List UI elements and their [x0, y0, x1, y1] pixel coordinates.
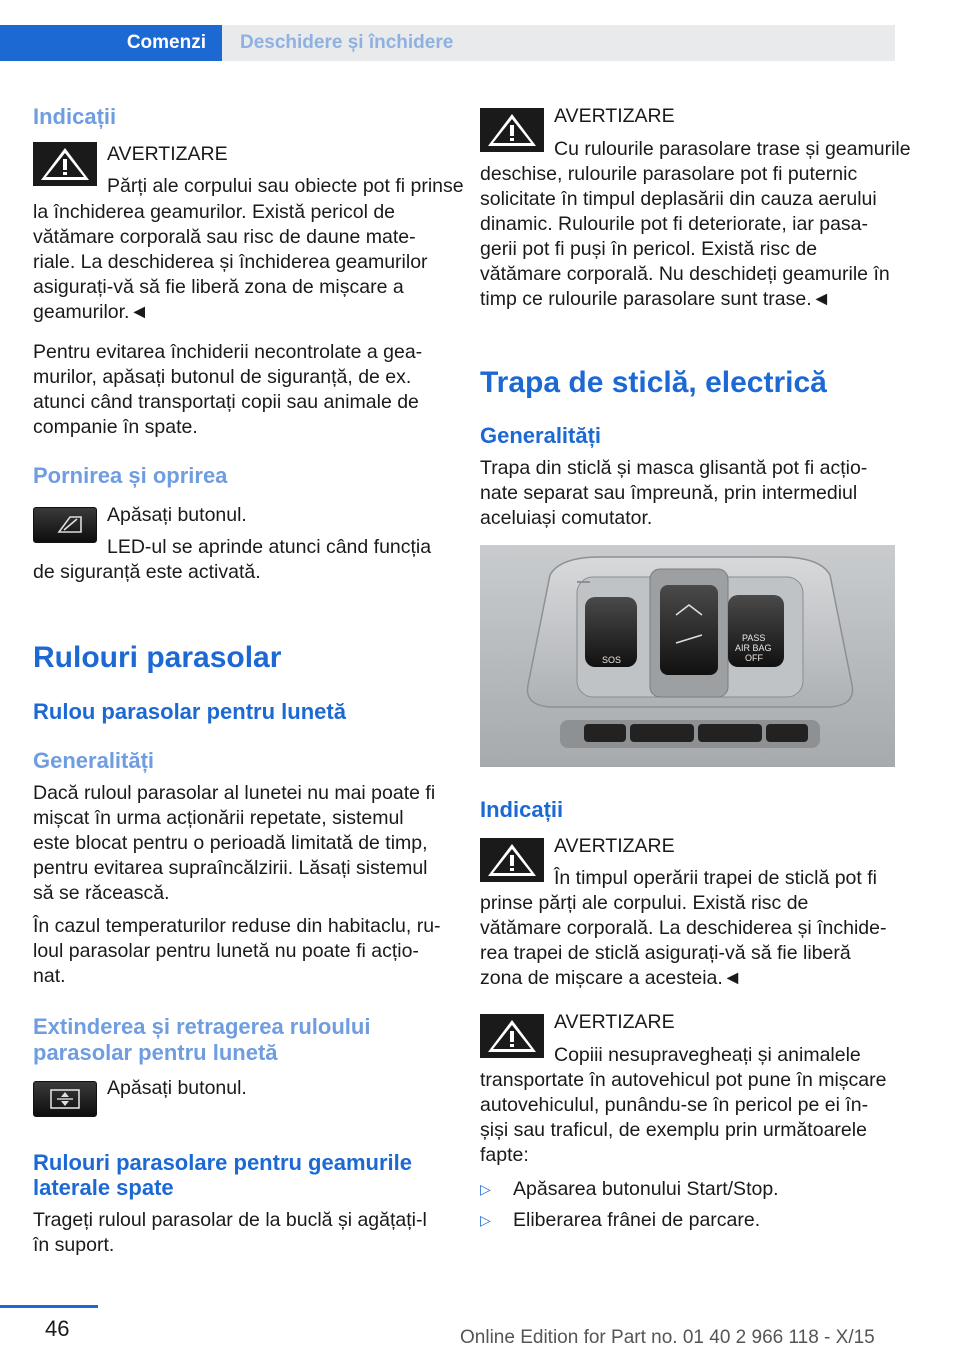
warning-text-line: dinamic. Rulourile pot fi deteriorate, iar pasa- — [480, 213, 869, 235]
window-safety-button-icon — [33, 507, 97, 543]
section-title-extindere: Extinderea și retragerea ruloului — [33, 1014, 371, 1039]
warning-text-line: geamurilor.◄ — [33, 301, 149, 323]
bullet-arrow-icon: ▷ — [480, 1212, 491, 1228]
tab-comenzi[interactable]: Comenzi — [0, 25, 222, 61]
off-label: OFF — [745, 653, 763, 663]
warning-text-line: șiși sau traficul, de exemplu prin următoarele — [480, 1119, 867, 1141]
body-text-line: Apăsați butonul. — [107, 1077, 247, 1099]
body-text-line: atunci când transportați copii sau animale de — [33, 391, 419, 413]
footer-accent-line — [0, 1305, 98, 1308]
body-text-line: aceluiași comutator. — [480, 507, 653, 529]
body-text-line: să se răcească. — [33, 882, 170, 904]
warning-text-line: Copiii nesupravegheați și animalele — [554, 1044, 861, 1066]
section-title-laterale: Rulouri parasolare pentru geamurile — [33, 1150, 412, 1175]
section-title-indicatii: Indicații — [33, 104, 117, 129]
warning-icon — [480, 108, 544, 152]
warning-icon — [480, 838, 544, 882]
sos-label: SOS — [602, 655, 622, 665]
section-title-generalitati: Generalități — [480, 423, 602, 448]
warning-title: AVERTIZARE — [554, 835, 675, 857]
warning-text-line: Părți ale corpului sau obiecte pot fi prinse — [107, 175, 464, 197]
body-text-line: este blocat pentru o perioadă limitată de timp, — [33, 832, 428, 854]
body-text-line: În cazul temperaturilor reduse din habitaclu, ru- — [33, 915, 441, 937]
warning-text-line: riale. La deschiderea și închiderea geamurilor — [33, 251, 428, 273]
warning-text-line: zona de mișcare a acesteia.◄ — [480, 967, 743, 989]
body-text-line: pentru evitarea supraîncălzirii. Lăsați sistemul — [33, 857, 428, 879]
chapter-tabbar — [0, 25, 895, 61]
section-title-luneta: Rulou parasolar pentru lunetă — [33, 699, 346, 724]
page-number: 46 — [45, 1316, 70, 1341]
section-title-indicatii-2: Indicații — [480, 797, 564, 822]
body-text-line: murilor, apăsați butonul de siguranță, de ex. — [33, 366, 412, 388]
warning-text-line: asigurați-vă să fie liberă zona de mișcare a — [33, 276, 404, 298]
section-title-extindere-2: parasolar pentru lunetă — [33, 1040, 278, 1065]
warning-text-line: vătămare corporală. La deschiderea și închide- — [480, 917, 887, 939]
airbag-label: AIR BAG — [735, 643, 772, 653]
warning-text-line: Cu rulourile parasolare trase și geamurile — [554, 138, 911, 160]
section-title-pornire: Pornirea și oprirea — [33, 463, 228, 488]
body-text-line: de siguranță este activată. — [33, 561, 261, 583]
warning-text-line: rea trapei de sticlă asigurați-vă să fie liberă — [480, 942, 851, 964]
edition-footer: Online Edition for Part no. 01 40 2 966 118 - X/15 — [460, 1327, 875, 1348]
warning-icon — [480, 1014, 544, 1058]
body-text-line: nate separat sau împreună, prin intermediul — [480, 482, 858, 504]
rear-sunblind-button-icon — [33, 1081, 97, 1117]
body-text-line: mișcat în urma acționării repetate, sistemul — [33, 807, 404, 829]
warning-text-line: deschise, rulourile parasolare pot fi puternic — [480, 163, 858, 185]
bullet-arrow-icon: ▷ — [480, 1181, 491, 1197]
body-text-line: nat. — [33, 965, 66, 987]
list-item-text: Apăsarea butonului Start/Stop. — [513, 1178, 779, 1200]
body-text-line: companie în spate. — [33, 416, 198, 438]
warning-text-line: vătămare corporală sau risc de daune mate- — [33, 226, 416, 248]
section-title-laterale-2: laterale spate — [33, 1175, 174, 1200]
tab-deschidere-inchidere[interactable]: Deschidere și închidere — [222, 25, 895, 61]
warning-title: AVERTIZARE — [554, 1011, 675, 1033]
body-text-line: Apăsați butonul. — [107, 504, 247, 526]
body-text-line: Trapa din sticlă și masca glisantă pot fi acțio- — [480, 457, 868, 479]
list-item-text: Eliberarea frânei de parcare. — [513, 1209, 761, 1231]
warning-text-line: gerii pot fi puși în pericol. Există risc de — [480, 238, 818, 260]
pass-label: PASS — [742, 633, 766, 643]
body-text-line: în suport. — [33, 1234, 115, 1256]
body-text-line: loul parasolar pentru lunetă nu poate fi acțio- — [33, 940, 419, 962]
body-text-line: Trageți ruloul parasolar de la buclă și agățați-l — [33, 1209, 427, 1231]
warning-text-line: prinse părți ale corpului. Există risc de — [480, 892, 809, 914]
warning-text-line: vătămare corporală. Nu deschideți geamurile în — [480, 263, 890, 285]
warning-text-line: fapte: — [480, 1144, 529, 1166]
warning-icon — [33, 142, 97, 186]
warning-text-line: solicitate în timpul deplasării din cauza aerului — [480, 188, 877, 210]
warning-text-line: la închiderea geamurilor. Există pericol de — [33, 201, 396, 223]
warning-title: AVERTIZARE — [107, 143, 228, 165]
chapter-title-rulouri: Rulouri parasolar — [33, 641, 282, 674]
warning-text-line: transportate în autovehicul pot pune în mișcare — [480, 1069, 887, 1091]
warning-text-line: În timpul operării trapei de sticlă pot fi — [554, 867, 877, 889]
chapter-title-trapa: Trapa de sticlă, electrică — [480, 366, 827, 399]
body-text-line: Pentru evitarea închiderii necontrolate a gea- — [33, 341, 423, 363]
overhead-control-panel-photo — [480, 545, 895, 767]
section-title-generalitati: Generalități — [33, 748, 155, 773]
warning-text-line: autovehiculul, punându-se în pericol pe ei în- — [480, 1094, 869, 1116]
warning-text-line: timp ce rulourile parasolare sunt trase.◄ — [480, 288, 831, 310]
warning-title: AVERTIZARE — [554, 105, 675, 127]
body-text-line: Dacă ruloul parasolar al lunetei nu mai poate fi — [33, 782, 436, 804]
body-text-line: LED-ul se aprinde atunci când funcția — [107, 536, 432, 558]
